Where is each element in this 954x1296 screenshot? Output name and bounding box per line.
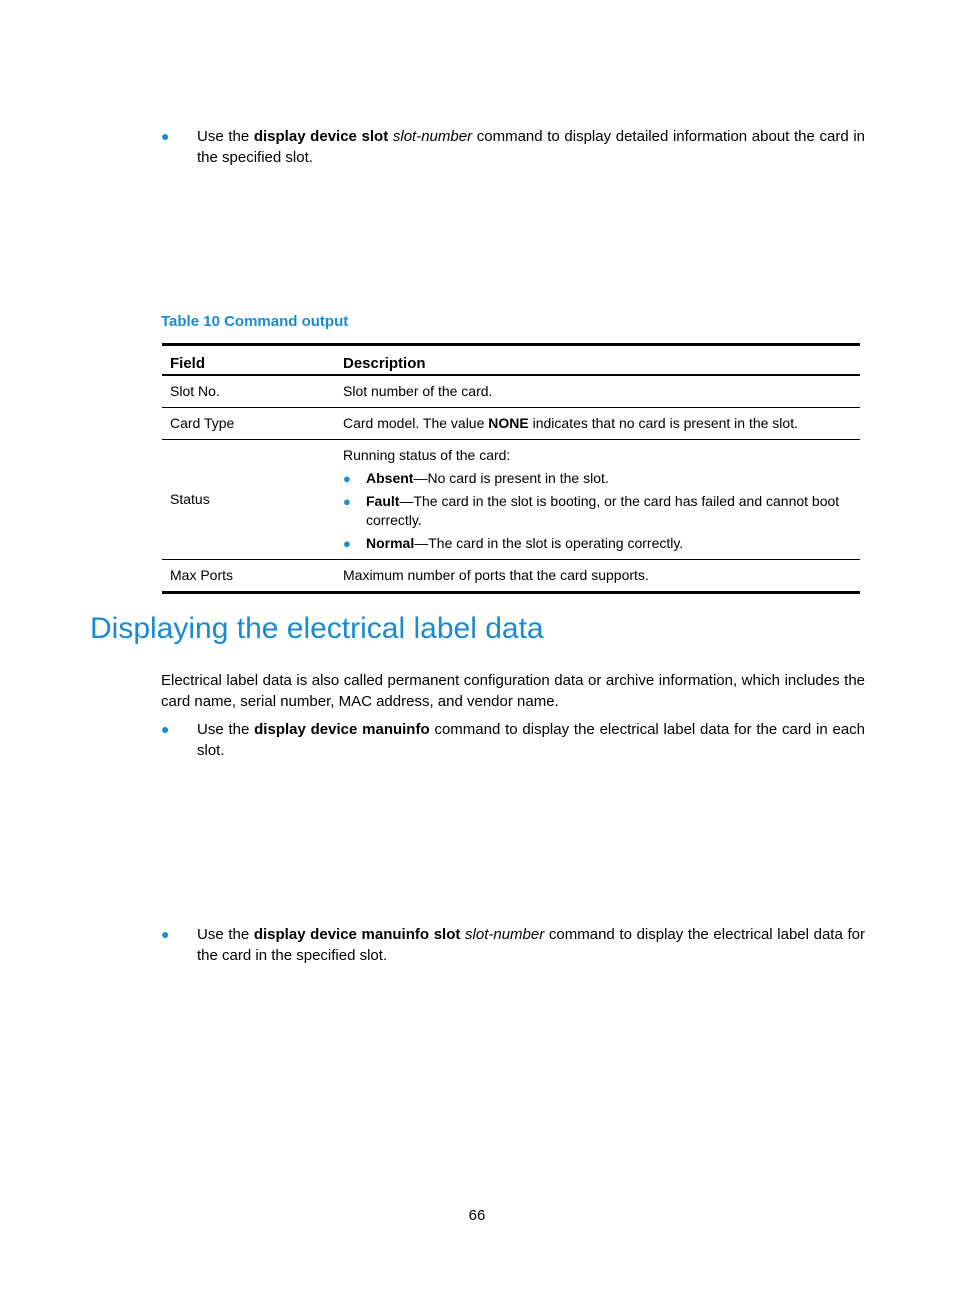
- command-argument: slot-number: [465, 926, 545, 943]
- cell-description: Slot number of the card.: [335, 375, 860, 408]
- cell-description: Card model. The value NONE indicates that no card is present in the slot.: [335, 408, 860, 440]
- command-name: display device manuinfo: [254, 721, 430, 738]
- bullet-icon: ●: [343, 494, 351, 509]
- bullet-icon: ●: [161, 721, 170, 737]
- command-output-table: [162, 343, 860, 594]
- command-argument: slot-number: [392, 128, 473, 145]
- command-name: display device slot: [253, 128, 389, 145]
- header-field: Field: [162, 345, 335, 376]
- cell-description: [335, 440, 860, 560]
- bullet-icon: ●: [161, 128, 170, 144]
- status-intro: Running status of the card:: [343, 447, 511, 463]
- bullet-icon: ●: [343, 471, 351, 486]
- status-list: [343, 469, 852, 553]
- bullet-icon: ●: [161, 926, 170, 942]
- bullet-display-device-slot: [161, 126, 865, 168]
- command-name: display device manuinfo slot: [253, 926, 461, 943]
- header-description: Description: [335, 345, 860, 376]
- section-title: Displaying the electrical label data: [90, 612, 544, 645]
- bullet-text: Use the display device slot slot-number command to display detailed information about the card in the specified slot.: [197, 128, 866, 166]
- cell-field: Status: [162, 440, 335, 560]
- bullet-icon: ●: [343, 536, 351, 551]
- page-number: 66: [468, 1207, 486, 1224]
- bullet-text: Use the display device manuinfo command to display the electrical label data for the card in each slot.: [197, 721, 866, 759]
- section-intro: Electrical label data is also called permanent configuration data or archive information, which includes the card name, serial number, MAC address, and vendor name.: [161, 672, 865, 710]
- table-row: [162, 440, 860, 560]
- list-item: ● Absent—No card is present in the slot.: [343, 470, 609, 486]
- cell-field: Max Ports: [162, 560, 335, 593]
- table-header-row: [162, 345, 860, 376]
- bullet-text: Use the display device manuinfo slot slot-number command to display the electrical label data for the card in the specified slot.: [197, 926, 865, 964]
- table-caption: Table 10 Command output: [161, 313, 349, 330]
- table-row: [162, 560, 860, 593]
- cell-field: Card Type: [162, 408, 335, 440]
- cell-description: Maximum number of ports that the card supports.: [335, 560, 860, 593]
- cell-field: Slot No.: [162, 375, 335, 408]
- table-row: [162, 408, 860, 440]
- bullet-display-device-manuinfo-slot: [161, 924, 865, 966]
- bullet-display-device-manuinfo: [161, 719, 865, 761]
- list-item: ● Fault—The card in the slot is booting, or the card has failed and cannot boot correctly.: [343, 493, 840, 528]
- table-row: [162, 375, 860, 408]
- list-item: ● Normal—The card in the slot is operating correctly.: [343, 535, 684, 551]
